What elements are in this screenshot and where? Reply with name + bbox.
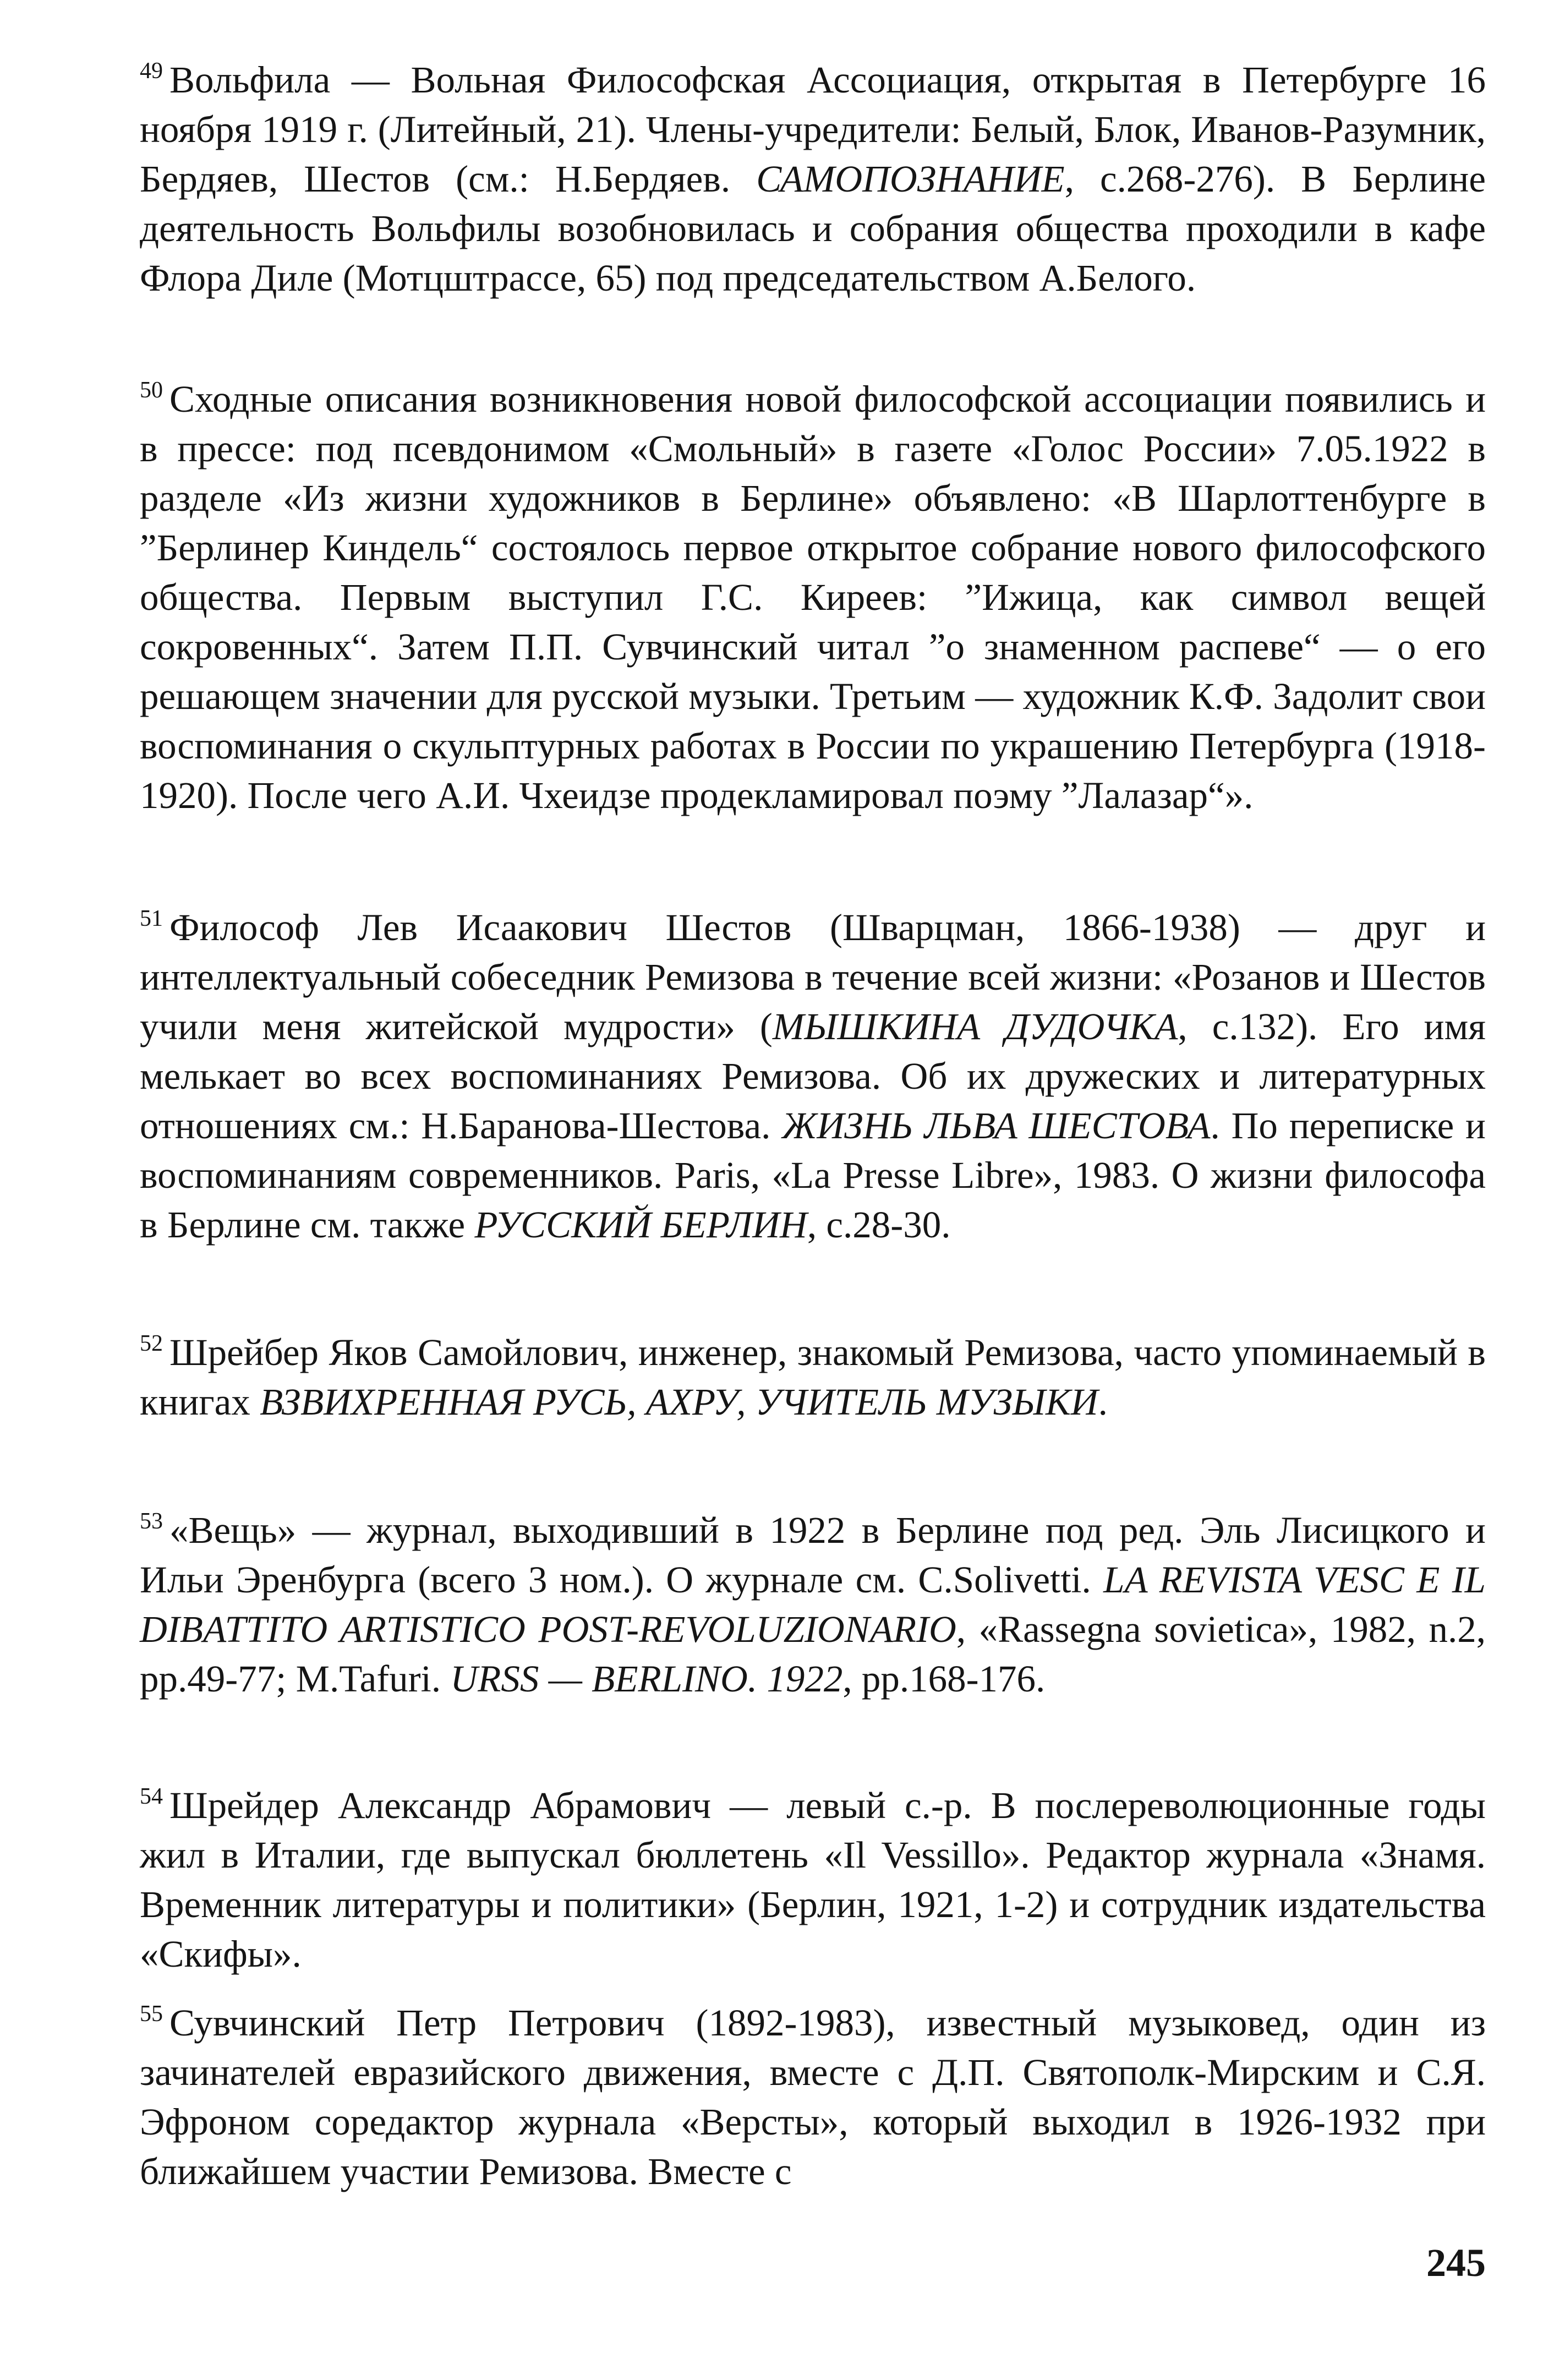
footnote-text: Вольфила — Вольная Философская Ассоциация, открытая в Петербурге 16 ноября 1919 г. (Литейный, 21). Члены-учредители: Белый, Блок, Иванов-Разумник, Бердяев, Шестов (см.: Н.Бердяев. — [140, 59, 1486, 200]
footnote-52 — [140, 1328, 1486, 1427]
footnote-54 — [140, 1781, 1486, 1979]
footnote-50 — [140, 374, 1486, 820]
book-title-italic: РУССКИЙ БЕРЛИН — [474, 1204, 807, 1246]
book-title-italic: САМОПОЗНАНИЕ — [756, 158, 1065, 200]
footnote-text: , с.268-276). В Берлине деятельность Вольфилы возобновилась и собрания общества проходили в кафе Флора Диле (Мотцштрассе, 65) под председательством А.Белого. — [140, 158, 1486, 299]
footnote-text: . — [1098, 1381, 1108, 1423]
footnote-text: Шрейбер Яков Самойлович, инженер, знакомый Ремизова, часто упоминаемый в книгах — [140, 1331, 1486, 1423]
footnote-text: Сходные описания возникновения новой философской ассоциации появились и в прессе: под псевдонимом «Смольный» в газете «Голос России» 7.05.1922 в разделе «Из жизни художников в Берлине» объявлено: «В Шарлоттенбурге в ”Берлинер Киндель“ состоялось первое открытое собрание нового философского общества. Первым выступил Г.С. Киреев: ”Ижица, как символ вещей сокровенных“. Затем П.П. Сувчинский читал ”о знаменном распеве“ — о его решающем значении для русской музыки. Третьим — художник К.Ф. Задолит свои воспоминания о скульптурных работах в России по украшению Петербурга (1918-1920). После чего А.И. Чхеидзе продекламировал поэму ”Лалазар“». — [140, 378, 1486, 816]
footnote-53 — [140, 1505, 1486, 1704]
footnote-49 — [140, 55, 1486, 303]
footnote-text: . По переписке и воспоминаниям современников. Paris, «La Presse Libre», 1983. О жизни философа в Берлине см. также — [140, 1105, 1486, 1246]
book-title-italic: LA REVISTA VESC E IL DIBATTITO ARTISTICO POST-REVOLUZIONARIO — [140, 1559, 1486, 1650]
footnote-text: , «Rassegna sovietica», 1982, n.2, pp.49-77; M.Tafuri. — [140, 1608, 1486, 1700]
book-title-italic: МЫШКИНА ДУДОЧКА — [772, 1006, 1178, 1047]
book-title-italic: URSS — BERLINO. 1922 — [450, 1658, 843, 1700]
footnote-text: «Вещь» — журнал, выходивший в 1922 в Берлине под ред. Эль Лисицкого и Ильи Эренбурга (всего 3 ном.). О журнале см. C.Solivetti. — [140, 1509, 1486, 1601]
footnote-number: 51 — [140, 906, 163, 931]
footnote-55 — [140, 1998, 1486, 2196]
footnote-number: 55 — [140, 2001, 163, 2027]
footnote-text: , pp.168-176. — [842, 1658, 1046, 1700]
footnote-text: Шрейдер Александр Абрамович — левый с.-р. В послереволюционные годы жил в Италии, где выпускал бюллетень «Il Vessillo». Редактор журнала «Знамя. Временник литературы и политики» (Берлин, 1921, 1-2) и сотрудник издательства «Скифы». — [140, 1784, 1486, 1975]
book-title-italic: ЖИЗНЬ ЛЬВА ШЕСТОВА — [782, 1105, 1211, 1147]
footnote-text: Сувчинский Петр Петрович (1892-1983), известный музыковед, один из зачинателей евразийского движения, вместе с Д.П. Святополк-Мирским и С.Я. Эфроном соредактор журнала «Версты», который выходил в 1926-1932 при ближайшем участии Ремизова. Вместе с — [140, 2002, 1486, 2192]
footnote-text: , с.132). Его имя мелькает во всех воспоминаниях Ремизова. Об их дружеских и литературных отношениях см.: Н.Баранова-Шестова. — [140, 1006, 1486, 1147]
footnote-number: 52 — [140, 1331, 163, 1356]
footnote-text: , с.28-30. — [807, 1204, 951, 1246]
page-number: 245 — [1426, 2241, 1486, 2285]
footnote-text: Философ Лев Исаакович Шестов (Шварцман, 1866-1938) — друг и интеллектуальный собеседник Ремизова в течение всей жизни: «Розанов и Шестов учили меня житейской мудрости» ( — [140, 907, 1486, 1047]
book-title-italic: ВЗВИХРЕННАЯ РУСЬ, АХРУ, УЧИТЕЛЬ МУЗЫКИ — [260, 1381, 1098, 1423]
footnote-number: 54 — [140, 1784, 163, 1809]
footnote-51 — [140, 903, 1486, 1249]
footnote-number: 53 — [140, 1509, 163, 1534]
footnote-number: 50 — [140, 378, 163, 403]
footnote-number: 49 — [140, 58, 163, 84]
